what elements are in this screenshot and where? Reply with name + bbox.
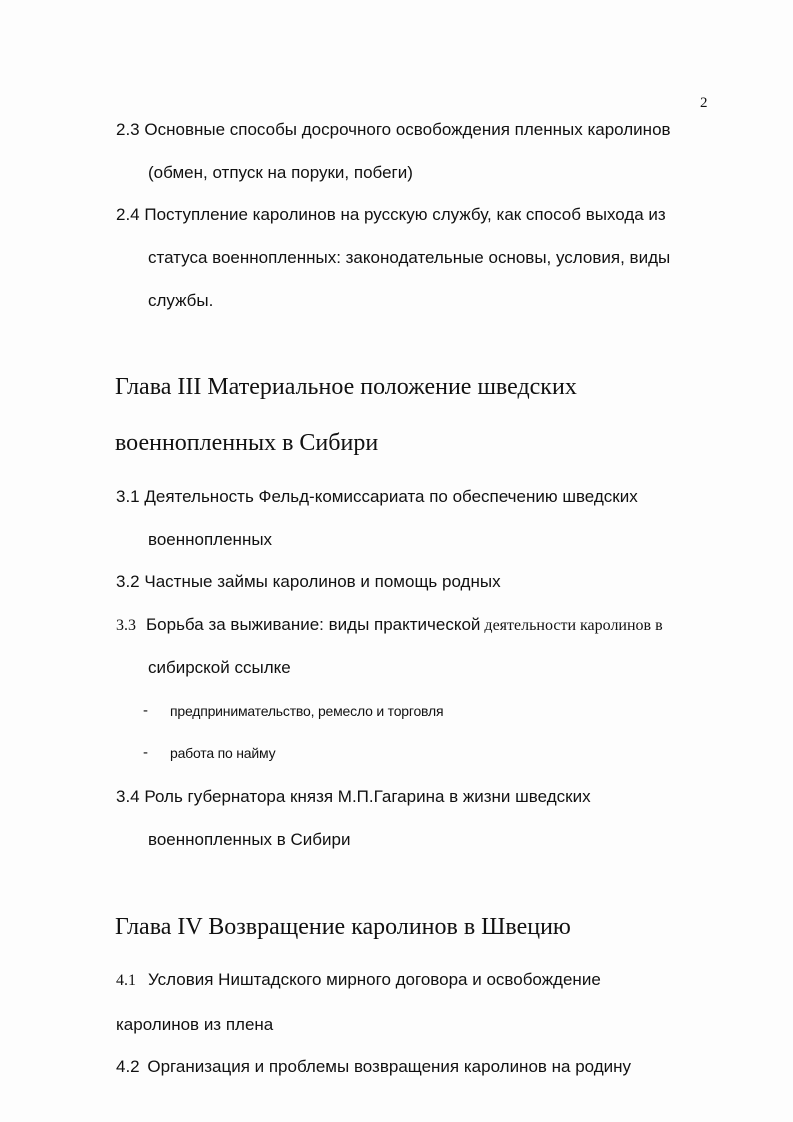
bullet-item: работа по найму [170,745,276,761]
bullet-dash: - [143,702,148,719]
toc-entry-2-3-cont: (обмен, отпуск на поруки, побеги) [148,163,413,182]
section-title-serif-part: деятельности каролинов в [484,617,663,634]
section-number: 4.2 [116,1057,140,1076]
toc-entry-4-1-cont: каролинов из плена [116,1015,274,1034]
section-title: Деятельность Фельд-комиссариата по обеспечению шведских [144,487,638,506]
chapter-3-heading: Глава III Материальное положение шведских [115,374,577,400]
section-title: Основные способы досрочного освобождения пленных каролинов [144,120,671,139]
section-number: 2.4 [116,205,140,224]
section-number: 2.3 [116,120,140,139]
section-number: 4.1 [116,972,136,989]
toc-entry-3-4 [116,787,591,807]
toc-entry-3-3 [116,615,663,635]
toc-entry-3-1 [116,487,638,507]
toc-entry-2-4-cont2: службы. [148,291,214,310]
toc-entry-3-1-cont: военнопленных [148,530,273,549]
toc-entry-3-4-cont: военнопленных в Сибири [148,830,351,849]
section-title: Условия Ништадского мирного договора и освобождение [148,970,601,989]
section-number: 3.2 [116,572,140,591]
section-title: Поступление каролинов на русскую службу, как способ выхода из [144,205,666,224]
page-number: 2 [700,95,708,111]
toc-entry-4-1 [116,970,601,990]
section-title: Роль губернатора князя М.П.Гагарина в жизни шведских [144,787,591,806]
section-number: 3.1 [116,487,140,506]
section-title: Борьба за выживание: виды практической [146,615,481,634]
toc-entry-2-4 [116,205,666,225]
toc-entry-2-4-cont: статуса военнопленных: законодательные основы, условия, виды [148,248,671,267]
toc-entry-4-2 [116,1057,631,1077]
bullet-dash: - [143,744,148,761]
chapter-4-heading: Глава IV Возвращение каролинов в Швецию [115,914,571,940]
toc-entry-3-2 [116,572,501,592]
section-number: 3.3 [116,617,136,634]
section-number: 3.4 [116,787,140,806]
toc-entry-2-3 [116,120,671,140]
toc-entry-3-3-cont: сибирской ссылке [148,658,291,677]
section-title: Организация и проблемы возвращения каролинов на родину [147,1057,632,1076]
bullet-item: предпринимательство, ремесло и торговля [170,703,444,719]
chapter-3-heading-cont: военнопленных в Сибири [115,430,379,456]
section-title: Частные займы каролинов и помощь родных [144,572,501,591]
